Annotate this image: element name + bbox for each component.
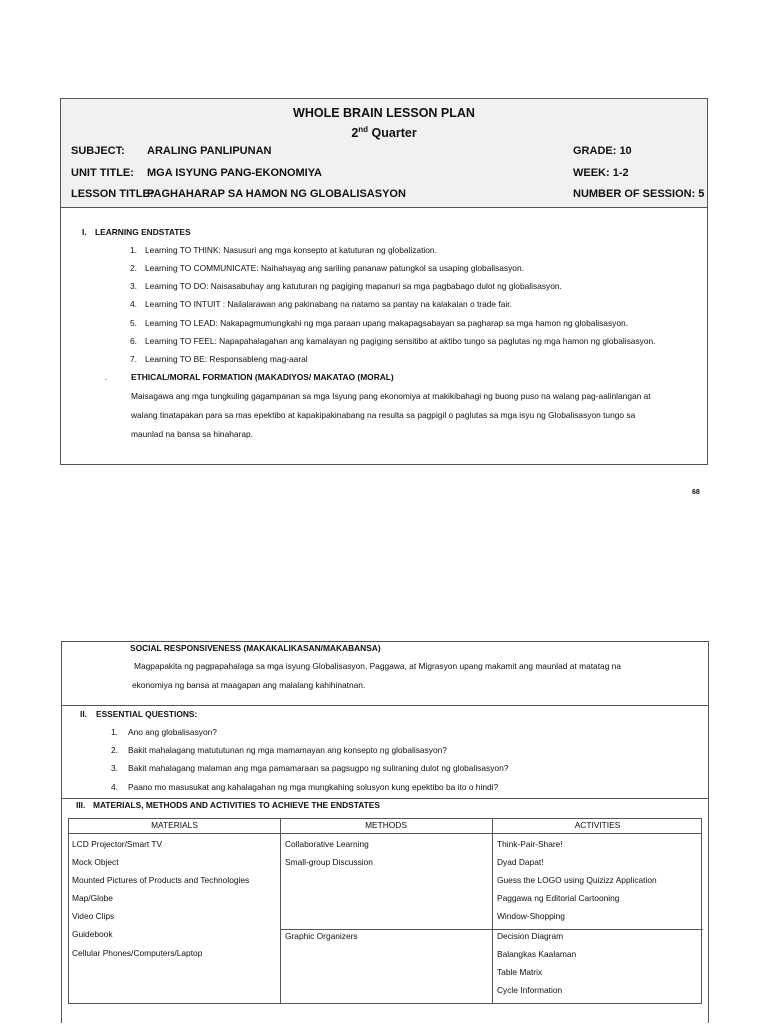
ethical-heading: ETHICAL/MORAL FORMATION (MAKADIYOS/ MAKATAO (MORAL) xyxy=(131,372,394,382)
activity-item: Table Matrix xyxy=(497,967,543,977)
row-divider xyxy=(280,929,703,930)
week: WEEK: 1-2 xyxy=(573,167,629,179)
endstate-intuit: Learning TO INTUIT : Nailalarawan ang pakinabang na natamo sa pantay na kalakalan o trade fair. xyxy=(145,299,512,309)
quarter-suffix: nd xyxy=(358,125,369,134)
ethical-bullet: . xyxy=(105,372,108,382)
questions-heading: ESSENTIAL QUESTIONS: xyxy=(96,709,198,719)
material-item: LCD Projector/Smart TV xyxy=(72,839,163,849)
endstate-do: Learning TO DO: Naisasabuhay ang katuturan ng pagiging mapanuri sa mga pagbabago dulot ng globalisasyon. xyxy=(145,281,562,291)
material-item: Mock Object xyxy=(72,857,119,867)
document-title: WHOLE BRAIN LESSON PLAN xyxy=(293,106,475,120)
grade: GRADE: 10 xyxy=(573,145,632,157)
ethical-text-line: Maisagawa ang mga tungkuling gagampanan sa mga Isyung pang ekonomiya at makikibahagi ng buong puso na walang pag-aalinlangan at xyxy=(131,391,651,401)
divider xyxy=(62,705,708,706)
endstate-lead: Learning TO LEAD: Nakapagmumungkahi ng mga paraan upang makapagsabayan sa pagharap sa mga hamon ng globalisasyon. xyxy=(145,318,628,328)
list-number: 1. xyxy=(130,245,137,255)
essential-question: Bakit mahalagang malaman ang mga pamamaraan sa pagsugpo ng suliraning dulot ng globalisasyon? xyxy=(128,763,509,773)
essential-question: Bakit mahalagang matututunan ng mga mamamayan ang konsepto ng globalisasyon? xyxy=(128,745,447,755)
column-divider xyxy=(280,819,281,1003)
social-heading: SOCIAL RESPONSIVENESS (MAKAKALIKASAN/MAKABANSA) xyxy=(130,643,381,653)
activity-item: Window-Shopping xyxy=(497,911,565,921)
activity-item: Guess the LOGO using Quizizz Application xyxy=(497,875,657,885)
subject-label: SUBJECT: xyxy=(71,145,125,157)
header-divider xyxy=(69,833,701,834)
list-number: 3. xyxy=(111,763,118,773)
list-number: 2. xyxy=(130,263,137,273)
column-header-materials: MATERIALS xyxy=(151,820,198,830)
lesson-value: PAGHAHARAP SA HAMON NG GLOBALISASYON xyxy=(147,188,406,200)
list-number: 4. xyxy=(111,782,118,792)
endstate-be: Learning TO BE: Responsableng mag-aaral xyxy=(145,354,308,364)
page-two-content xyxy=(61,641,709,1023)
essential-question: Paano mo masusukat ang kahalagahan ng mga mungkahing solusyon kung epektibo ba ito o hindi? xyxy=(128,782,499,792)
ethical-text-line: maunlad na bansa sa hinaharap. xyxy=(131,429,253,439)
material-item: Guidebook xyxy=(72,929,113,939)
page-number: 68 xyxy=(692,489,700,496)
endstate-communicate: Learning TO COMMUNICATE: Naihahayag ang sariling pananaw patungkol sa usaping globalisasyon. xyxy=(145,263,524,273)
section-number: III. xyxy=(76,800,86,810)
social-text-line: ekonomiya ng bansa at maagapan ang malalang kahihinatnan. xyxy=(132,680,366,690)
activity-item: Paggawa ng Editorial Cartooning xyxy=(497,893,620,903)
unit-value: MGA ISYUNG PANG-EKONOMIYA xyxy=(147,167,322,179)
section-number: I. xyxy=(82,227,87,237)
material-item: Video Clips xyxy=(72,911,115,921)
activity-item: Balangkas Kaalaman xyxy=(497,949,577,959)
lesson-header xyxy=(60,98,708,208)
list-number: 2. xyxy=(111,745,118,755)
ethical-text-line: walang tinatapakan para sa mas epektibo at kapakipakinabang na resulta sa pagpigil o paglutas sa mga isyu ng Globalisasyon tungo sa xyxy=(131,410,636,420)
material-item: Cellular Phones/Computers/Laptop xyxy=(72,948,203,958)
section-number: II. xyxy=(80,709,87,719)
lesson-label: LESSON TITLE: xyxy=(71,188,154,200)
activity-item: Decision Diagram xyxy=(497,931,564,941)
divider xyxy=(62,798,708,799)
method-item: Small-group Discussion xyxy=(285,857,373,867)
essential-question: Ano ang globalisasyon? xyxy=(128,727,217,737)
endstate-feel: Learning TO FEEL: Napapahalagahan ang kamalayan ng pagiging sensitibo at aktibo tungo sa paglutas ng mga hamon ng globalisasyon. xyxy=(145,336,656,346)
number-of-sessions: NUMBER OF SESSION: 5 xyxy=(573,188,705,200)
list-number: 7. xyxy=(130,354,137,364)
activity-item: Dyad Dapat! xyxy=(497,857,544,867)
list-number: 4. xyxy=(130,299,137,309)
activity-item: Cycle Information xyxy=(497,985,563,995)
quarter-word: Quarter xyxy=(371,126,417,141)
list-number: 1. xyxy=(111,727,118,737)
list-number: 6. xyxy=(130,336,137,346)
list-number: 3. xyxy=(130,281,137,291)
method-item: Graphic Organizers xyxy=(285,931,358,941)
list-number: 5. xyxy=(130,318,137,328)
column-divider xyxy=(492,819,493,1003)
unit-label: UNIT TITLE: xyxy=(71,167,134,179)
activity-item: Think-Pair-Share! xyxy=(497,839,563,849)
column-header-methods: METHODS xyxy=(365,820,407,830)
column-header-activities: ACTIVITIES xyxy=(574,820,621,830)
material-item: Map/Globe xyxy=(72,893,113,903)
method-item: Collaborative Learning xyxy=(285,839,369,849)
learning-endstates-section xyxy=(60,207,708,465)
endstate-think: Learning TO THINK: Nasusuri ang mga konsepto at katuturan ng globalization. xyxy=(145,245,437,255)
endstates-heading: LEARNING ENDSTATES xyxy=(95,227,191,237)
material-item: Mounted Pictures of Products and Technologies xyxy=(72,875,250,885)
materials-heading: MATERIALS, METHODS AND ACTIVITIES TO ACHIEVE THE ENDSTATES xyxy=(93,800,380,810)
quarter-number: 2 xyxy=(351,126,359,141)
quarter-title xyxy=(61,125,707,140)
social-text-line: Magpapakita ng pagpapahalaga sa mga isyung Globalisasyon, Paggawa, at Migrasyon upang makamit ang maunlad at matatag na xyxy=(134,661,621,671)
subject-value: ARALING PANLIPUNAN xyxy=(147,145,272,157)
materials-methods-activities-table xyxy=(68,818,702,1004)
